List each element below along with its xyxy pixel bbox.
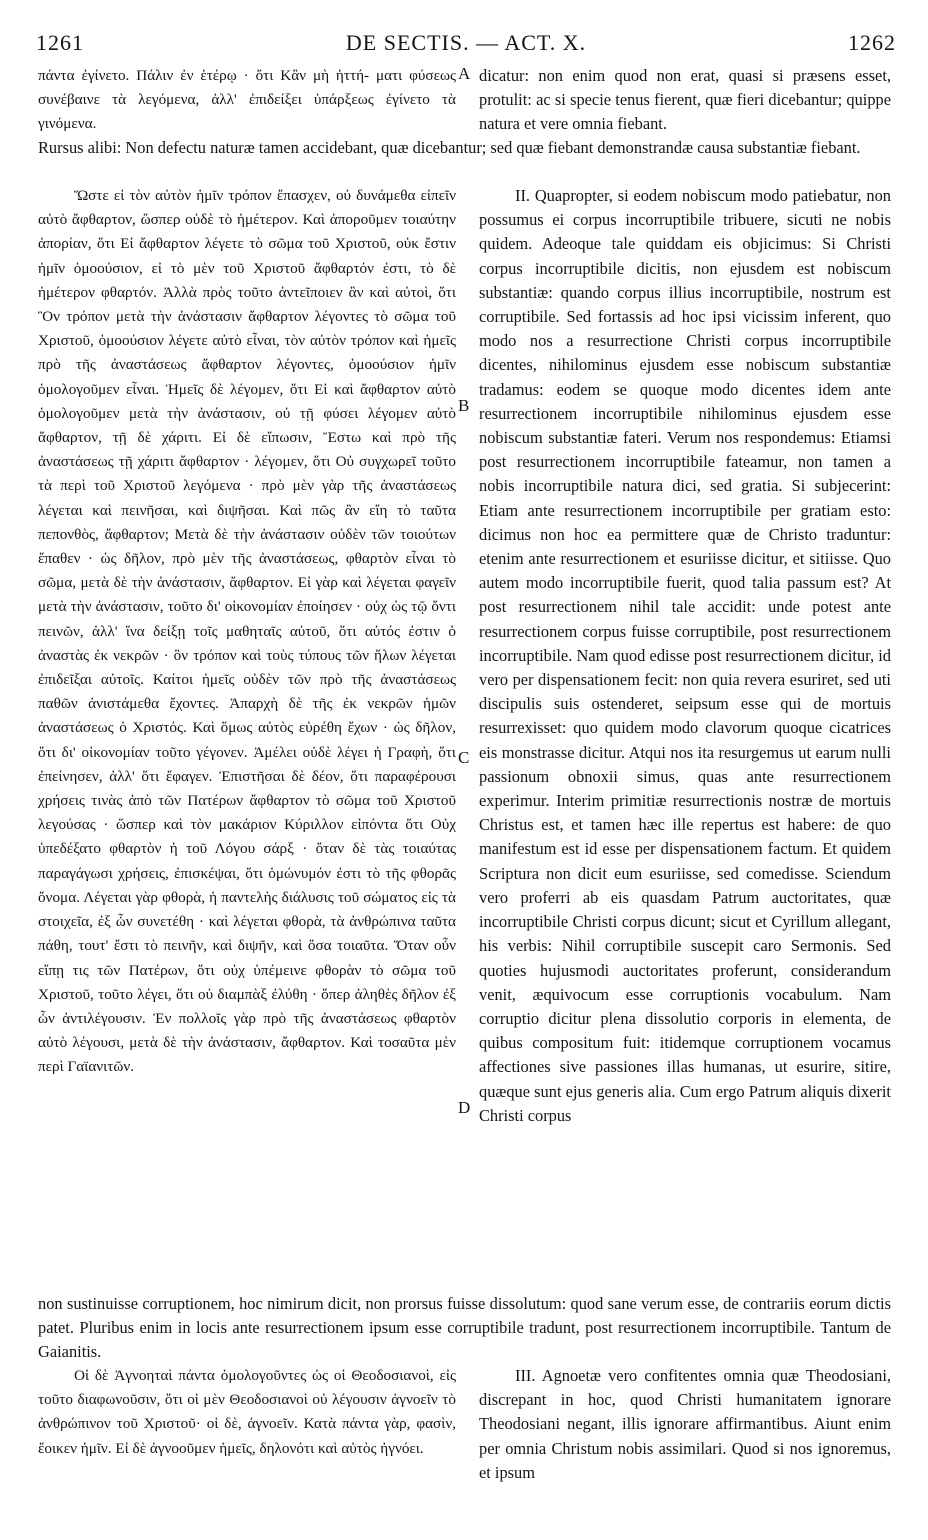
latin-main-paragraph: II. Quapropter, si eodem nobiscum modo patiebatur, non possumus ei corpus incorruptibile tribuere, sicuti ne nobis quidem. Adeoque tale quiddam eis objicimus: Si Christi corpus incorruptibile dicitis, non ejusdem est nobiscum substantiæ: quando corpus illius incorruptibile, nostrum est corruptibile. Sed fortassis ad hoc ipsi vicissim inferent, quo modo nos a resurrectione Christi corpus incorruptibile dicentes, nihilominus ejusdem esse nobiscum substantiæ tradamus: eodem se quoque modo dicentes idem ante resurrectionem incorruptibile nihilominus ejusdem esse nobiscum substantiæ fateri. Verum nos respondemus: Etiamsi post resurrectionem incorruptibile fateamur, non tamen a nobis incorruptibile natura dici, sed gratia. Si subjecerint: Etiam ante resurrectionem incorruptibile per gratiam esto: dicimus non hoc ea permittere quæ de Christo traduntur: etenim ante resurrectionem et esuriisse dicitur, et sitiisse. Quo autem modo incorruptibile fuerit, quod talia passum est? At post resurrectionem nihil tale accidit: unde potest ante resurrectionem corpus fuisse corruptibile, post resurrectionem incorruptibile. Nam quod edisse post resurrectionem dicitur, id vero per dispensationem fecit: non quia revera esuriret, sed uti discipulis suis ostenderet, seipsum esse qui de mortuis resurrexisset: quo quidem modo clavorum quoque cicatrices eis monstrasse dicitur. Atqui nos ita resurgemus ut earum nulli passionum obnoxii simus, quas ante resurrectionem experimur. Interim primitiæ resurrectionis nostræ de mortuis Christus est, et tamen hæc ille repertus est habere: de quo manifestum est id esse per dispensationem factum. Et quidem Scriptura non dicit eum esuriisse, sed comedisse. Sciendum vero proferri ab eis quasdam Patrum auctoritates, quæ incorruptibile Christi corpus dicunt; sicut et Cyrillum allegant, his verbis: Nihil corruptibile suscepit caro Sermonis. Sed quoties hujusmodi auctoritates proferunt, considerandum venit, æquivocum esse corruptionis vocabulum. Nam corruptio dicitur plena dissolutio corporis in elementa, de quibus compositum fuit: itidemque corruptionem vocamus affectiones sive passiones illas humanas, ut esurire, sitire, quæque sunt ejus generis alia. Cum ergo Patrum aliquis dixerit Christi corpus xyxy=(479,186,891,1125)
latin-column-bottom xyxy=(479,1364,891,1485)
margin-marker-a: A xyxy=(458,64,471,83)
latin-column-main xyxy=(479,184,891,1128)
margin-marker-b: B xyxy=(458,396,470,415)
page-header xyxy=(36,30,896,60)
greek-top-paragraph: πάντα ἐγίνετο. Πάλιν ἐν ἑτέρῳ · ὅτι Κἂν μὴ ἡττή- ματι φύσεως συνέβαινε τὰ λεγόμενα, ἀλλ' ἐπιδείξει ὑπάρξεως ἐγίνετο τὰ γινόμενα. xyxy=(38,67,456,133)
rursus-paragraph: Rursus alibi: Non defectu naturæ tamen accidebant, quæ dicebantur; sed quæ fiebant demonstrandæ causa substantiæ fiebant. xyxy=(38,138,861,157)
greek-main-paragraph: Ὥστε εἰ τὸν αὐτὸν ἡμῖν τρόπον ἔπασχεν, οὐ δυνάμεθα εἰπεῖν αὐτὸ ἄφθαρτον, ὥσπερ οὐδὲ τὸ ἡμέτερον. Καὶ ἀποροῦμεν τοιαύτην ἀπορίαν, ὅτι Εἰ ἄφθαρτον λέγετε τὸ σῶμα τοῦ Χριστοῦ, οὐκ ἔστιν ἡμῖν ὁμοούσιον, εἰ τὸ μὲν τοῦ Χριστοῦ ἄφθαρτόν ἐστι, τὸ δὲ ἡμέτερον φθαρτόν. Ἀλλὰ πρὸς τοῦτο ἀντεῖποιεν ἂν καὶ αὐτοὶ, ὅτι Ὃν τρόπον μετὰ τὴν ἀνάστασιν ἄφθαρτον λέγοντες τὸ σῶμα τοῦ Χριστοῦ, ὁμοούσιον λέγετε αὐτὸ εἶναι, τὸν αὐτὸν τρόπον καὶ ἡμεῖς πρὸ τῆς ἀναστάσεως ἄφθαρτον λέγοντες, ὁμοούσιον ἡμῖν ὁμολογοῦμεν εἶναι. Ἡμεῖς δὲ λέγομεν, ὅτι Εἰ καὶ ἄφθαρτον αὐτὸ ὁμολογοῦμεν μετὰ τὴν ἀνάστασιν, οὐ τῇ φύσει λέγομεν αὐτὸ ἄφθαρτον, τῇ δὲ χάριτι. Εἰ δὲ εἴπωσιν, Ἔστω καὶ πρὸ τῆς ἀναστάσεως τῇ χάριτι ἄφθαρτον · λέγομεν, ὅτι Οὐ συγχωρεῖ τοῦτο τὰ περὶ τοῦ Χριστοῦ λεγόμενα · πρὸ μὲν γὰρ τῆς ἀναστάσεως λέγεται καὶ πεινῆσαι, καὶ διψῆσαι. Καὶ πῶς ἂν εἴη τὸ ταῦτα πεπονθὸς, ἄφθαρτον; Μετὰ δὲ τὴν ἀνάστασιν οὐδὲν τῶν τοιούτων ἔπαθεν · ὡς δῆλον, πρὸ μὲν τῆς ἀναστάσεως, φθαρτὸν εἶναι τὸ σῶμα, μετὰ δὲ τὴν ἀνάστασιν, ἄφθαρτον. Εἰ γὰρ καὶ λέγεται φαγεῖν μετὰ τὴν ἀνάστασιν, τοῦτο δι' οἰκονομίαν ἐποίησεν · οὐχ ὡς τῷ ὄντι πεινῶν, ἀλλ' ἵνα δείξῃ τοῖς μαθηταῖς αὐτοῦ, ὅτι αὐτός ἐστιν ὁ ἀναστὰς ἐκ νεκρῶν · ὃν τρόπον καὶ τοὺς τύπους τῶν ἥλων λέγεται ἐπιδεῖξαι αὐτοῖς. Καίτοι ἡμεῖς οὐδὲν τῶν πρὸ τῆς ἀναστάσεως παθῶν ἀνιστάμεθα ἔχοντες. Ἀπαρχὴ δὲ τῆς ἐκ νεκρῶν ἡμῶν ἀναστάσεως ὁ Χριστός. Καὶ ὅμως αὐτὸς εὑρέθη ἔχων · ὡς δῆλον, ὅτι δι' οἰκονομίαν τοῦτο γέγονεν. Ἀμέλει οὐδὲ λέγει ἡ Γραφὴ, ὅτι ἐπείνησεν, ἀλλ' ὅτι ἔφαγεν. Ἐπιστῆσαι δὲ δέον, ὅτι παραφέρουσι χρήσεις τινὰς ἀπὸ τῶν Πατέρων ἄφθαρτον τὸ σῶμα τοῦ Χριστοῦ λεγούσας · ὥσπερ καὶ τὸν μακάριον Κύριλλον εἰπόντα ὅτι Οὐχ ὑπεδέξατο φθαρτὸν ἡ τοῦ Λόγου σάρξ · ὅταν δὲ τὰς τοιαύτας παραγάγωσι χρήσεις, ἐπισκέψαι, ὅτι ὁμώνυμόν ἐστι τὸ τῆς φθορᾶς ὄνομα. Λέγεται γὰρ φθορὰ, ἡ παντελὴς διάλυσις τοῦ σώματος εἰς τὰ στοιχεῖα, ἐξ ὧν συνετέθη · καὶ λέγεται φθορὰ, τὰ ἀνθρώπινα ταῦτα πάθη, τουτ' ἔστι τὸ πεινῆν, καὶ διψῆν, καὶ ὅσα τοιαῦτα. Ὅταν οὖν εἴπῃ τις τῶν Πατέρων, ὅτι οὐχ ὑπέμεινε φθορὰν τὸ σῶμα τοῦ Χριστοῦ, τοῦτο λέγει, ὅτι οὐ διαμπὰξ ἐλύθη · ὅπερ ἀληθὲς δῆλον ἐξ ὧν ἀντιλέγουσιν. Ἐν πολλοῖς γὰρ πρὸ τῆς ἀναστάσεως φθαρτὸν αὐτὸ λέγουσι, μετὰ δὲ τὴν ἀνάστασιν, ἄφθαρτον. Καὶ τοσαῦτα μὲν περὶ Γαϊανιτῶν. xyxy=(38,187,456,1076)
full-width-paragraph: non sustinuisse corruptionem, hoc nimirum dicit, non prorsus fuisse dissolutum: quod sane verum esse, de contrariis eorum dictis patet. Pluribus enim in locis ante resurrectionem ipsum esse corruptibile tradunt, post resurrectionem incorruptibile. Tantum de Gaianitis. xyxy=(38,1294,891,1362)
latin-top-paragraph: dicatur: non enim quod non erat, quasi si præsens esset, protulit: ac si specie tenus fierent, quæ fieri dicebantur; quippe natura et vere omnia fiebant. xyxy=(479,66,891,134)
page-number-right: 1262 xyxy=(848,30,896,55)
margin-marker-c: C xyxy=(458,748,470,767)
greek-column-top xyxy=(38,64,456,137)
running-title: DE SECTIS. — ACT. X. xyxy=(345,30,587,55)
full-width-block xyxy=(38,1292,891,1365)
greek-column-main xyxy=(38,184,456,1080)
latin-column-top xyxy=(479,64,891,137)
page-number-left: 1261 xyxy=(36,30,84,55)
greek-column-bottom xyxy=(38,1364,456,1461)
greek-bottom-paragraph: Οἱ δὲ Ἀγνοηταὶ πάντα ὁμολογοῦντες ὡς οἱ Θεοδοσιανοὶ, εἰς τοῦτο διαφωνοῦσιν, ὅτι οἱ μὲν Θεοδοσιανοὶ οὐ λέγουσιν ἀγνοεῖν τὸ ἀνθρώπινον τοῦ Χριστοῦ· οἱ δὲ, ἀγνοεῖν. Κατὰ πάντα γὰρ, φασὶν, ἔοικεν ἡμῖν. Εἰ δὲ ἀγνοοῦμεν ἡμεῖς, δηλονότι καὶ αὐτὸς ἠγνόει. xyxy=(38,1367,456,1457)
latin-bottom-paragraph: III. Agnoetæ vero confitentes omnia quæ Theodosiani, discrepant in hoc, quod Christi humanitatem ignorare Theodosiani negant, illis ignorare affirmantibus. Aiunt enim per omnia Christum nobis assimilari. Quod si nos ignoremus, et ipsum xyxy=(479,1366,891,1482)
margin-marker-d: D xyxy=(458,1098,471,1117)
rursus-block xyxy=(38,136,891,160)
